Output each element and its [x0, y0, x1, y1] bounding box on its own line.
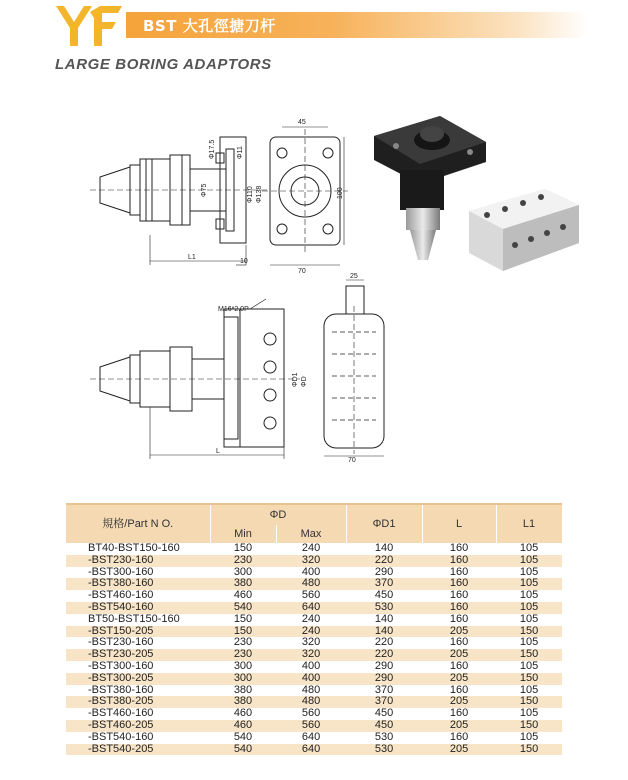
table-cell-l1: 150	[496, 720, 562, 732]
table-row	[66, 744, 562, 756]
top-side-drawing	[90, 115, 280, 275]
table-cell-l1: 105	[496, 543, 562, 555]
table-cell-model: -BST300-205	[66, 673, 210, 685]
table-cell-model: -BST460-160	[66, 590, 210, 602]
table-row	[66, 732, 562, 744]
table-cell-d1: 220	[346, 555, 422, 567]
table-cell-d1: 140	[346, 543, 422, 555]
table-row	[66, 661, 562, 673]
table-cell-model: -BST540-205	[66, 744, 210, 756]
table-cell-d1: 370	[346, 685, 422, 697]
page-subtitle: LARGE BORING ADAPTORS	[55, 56, 272, 73]
table-cell-l1: 105	[496, 555, 562, 567]
table-cell-min: 300	[210, 661, 276, 673]
dim-l1: L1	[188, 254, 196, 261]
dim-70-bottom: 70	[348, 457, 356, 464]
table-cell-d1: 220	[346, 637, 422, 649]
table-cell-l: 160	[422, 578, 496, 590]
table-cell-d1: 530	[346, 732, 422, 744]
dim-70-top: 70	[298, 268, 306, 275]
table-cell-max: 320	[276, 555, 346, 567]
table-cell-l1: 105	[496, 602, 562, 614]
table-cell-min: 300	[210, 673, 276, 685]
col-header-model: 規格/Part N O.	[66, 505, 210, 543]
table-cell-l1: 105	[496, 567, 562, 579]
table-cell-model: -BST230-160	[66, 637, 210, 649]
bottom-top-view-drawing	[318, 272, 394, 462]
table-cell-max: 640	[276, 744, 346, 756]
table-cell-d1: 140	[346, 614, 422, 626]
table-cell-l: 160	[422, 708, 496, 720]
table-cell-model: -BST300-160	[66, 567, 210, 579]
table-cell-l1: 150	[496, 696, 562, 708]
table-row	[66, 626, 562, 638]
table-cell-model: -BST460-205	[66, 720, 210, 732]
table-cell-l1: 105	[496, 578, 562, 590]
dim-100: 100	[337, 187, 344, 199]
dim-l: L	[216, 448, 220, 455]
table-cell-l: 205	[422, 744, 496, 756]
table-cell-model: -BST230-160	[66, 555, 210, 567]
table-cell-l: 205	[422, 720, 496, 732]
table-cell-l1: 105	[496, 685, 562, 697]
table-cell-max: 320	[276, 649, 346, 661]
table-cell-l1: 105	[496, 708, 562, 720]
table-row	[66, 590, 562, 602]
table-cell-model: -BST540-160	[66, 602, 210, 614]
table-cell-d1: 290	[346, 567, 422, 579]
table-cell-l1: 150	[496, 744, 562, 756]
table-row	[66, 708, 562, 720]
table-cell-l1: 150	[496, 649, 562, 661]
table-cell-d1: 450	[346, 708, 422, 720]
table-cell-min: 540	[210, 732, 276, 744]
boring-head-photo	[465, 185, 585, 275]
table-cell-max: 320	[276, 637, 346, 649]
table-cell-min: 460	[210, 708, 276, 720]
dim-10: 10	[240, 258, 248, 265]
table-row	[66, 685, 562, 697]
col-header-min: Min	[210, 525, 276, 543]
table-cell-model: -BST300-160	[66, 661, 210, 673]
dim-d75: Φ75	[201, 183, 208, 197]
table-row	[66, 602, 562, 614]
col-header-l1: L1	[496, 505, 562, 543]
dim-d17-5: Φ17.5	[209, 139, 216, 159]
table-cell-min: 380	[210, 696, 276, 708]
table-cell-model: -BST540-160	[66, 732, 210, 744]
table-row	[66, 637, 562, 649]
dim-45: 45	[298, 119, 306, 126]
table-cell-d1: 370	[346, 696, 422, 708]
table-cell-l: 205	[422, 626, 496, 638]
table-cell-max: 400	[276, 567, 346, 579]
table-cell-d1: 370	[346, 578, 422, 590]
table-cell-model: -BST380-160	[66, 685, 210, 697]
table-cell-l: 160	[422, 555, 496, 567]
table-cell-min: 380	[210, 578, 276, 590]
table-cell-min: 150	[210, 543, 276, 555]
dim-d: ΦD	[301, 376, 308, 387]
table-cell-l1: 105	[496, 614, 562, 626]
table-cell-model: BT40-BST150-160	[66, 543, 210, 555]
col-header-l: L	[422, 505, 496, 543]
table-cell-min: 230	[210, 637, 276, 649]
table-cell-d1: 530	[346, 602, 422, 614]
table-cell-max: 480	[276, 578, 346, 590]
col-header-d: ΦD	[210, 505, 346, 525]
table-cell-min: 230	[210, 649, 276, 661]
table-cell-max: 240	[276, 626, 346, 638]
table-row	[66, 555, 562, 567]
table-row	[66, 578, 562, 590]
table-cell-model: BT50-BST150-160	[66, 614, 210, 626]
table-cell-max: 240	[276, 614, 346, 626]
table-cell-l1: 150	[496, 673, 562, 685]
table-row	[66, 673, 562, 685]
table-cell-max: 240	[276, 543, 346, 555]
spec-table-body	[66, 543, 562, 755]
table-cell-model: -BST380-205	[66, 696, 210, 708]
col-header-max: Max	[276, 525, 346, 543]
table-cell-max: 480	[276, 685, 346, 697]
table-cell-l1: 105	[496, 732, 562, 744]
table-cell-max: 640	[276, 732, 346, 744]
table-cell-d1: 450	[346, 720, 422, 732]
table-cell-l1: 105	[496, 637, 562, 649]
dim-25: 25	[350, 273, 358, 280]
table-cell-l1: 105	[496, 661, 562, 673]
table-cell-min: 230	[210, 555, 276, 567]
table-cell-max: 640	[276, 602, 346, 614]
table-cell-d1: 290	[346, 673, 422, 685]
table-cell-l: 160	[422, 543, 496, 555]
table-cell-max: 560	[276, 720, 346, 732]
table-cell-min: 460	[210, 590, 276, 602]
table-cell-min: 540	[210, 744, 276, 756]
table-cell-min: 460	[210, 720, 276, 732]
dim-d110: Φ110	[247, 186, 254, 203]
table-cell-model: -BST150-205	[66, 626, 210, 638]
table-cell-d1: 140	[346, 626, 422, 638]
table-cell-d1: 220	[346, 649, 422, 661]
table-cell-l: 160	[422, 614, 496, 626]
table-cell-model: -BST230-205	[66, 649, 210, 661]
table-cell-min: 150	[210, 614, 276, 626]
table-row	[66, 543, 562, 555]
table-cell-max: 400	[276, 661, 346, 673]
table-cell-l: 205	[422, 649, 496, 661]
table-cell-l: 160	[422, 685, 496, 697]
table-cell-min: 300	[210, 567, 276, 579]
table-cell-l: 205	[422, 673, 496, 685]
table-cell-l: 160	[422, 590, 496, 602]
dim-d1: ΦD1	[292, 372, 299, 387]
table-cell-min: 540	[210, 602, 276, 614]
bottom-side-drawing	[90, 295, 310, 465]
dim-thread: M16*2.0P	[218, 306, 249, 313]
page-title: BST 大孔徑搪刀杆	[143, 17, 276, 35]
table-cell-max: 560	[276, 590, 346, 602]
table-row	[66, 649, 562, 661]
table-cell-l: 160	[422, 732, 496, 744]
table-cell-l: 160	[422, 637, 496, 649]
table-cell-l: 205	[422, 696, 496, 708]
spec-table	[66, 505, 563, 755]
table-row	[66, 720, 562, 732]
table-cell-min: 150	[210, 626, 276, 638]
top-end-view-drawing	[262, 115, 352, 275]
table-cell-d1: 530	[346, 744, 422, 756]
table-cell-max: 400	[276, 673, 346, 685]
table-row	[66, 614, 562, 626]
table-cell-d1: 450	[346, 590, 422, 602]
table-row	[66, 696, 562, 708]
table-cell-l: 160	[422, 567, 496, 579]
table-cell-max: 560	[276, 708, 346, 720]
table-cell-max: 480	[276, 696, 346, 708]
table-cell-l1: 150	[496, 626, 562, 638]
table-cell-l1: 105	[496, 590, 562, 602]
brand-logo	[54, 2, 124, 48]
col-header-d1: ΦD1	[346, 505, 422, 543]
table-cell-min: 380	[210, 685, 276, 697]
table-row	[66, 567, 562, 579]
table-cell-l: 160	[422, 602, 496, 614]
table-cell-model: -BST460-160	[66, 708, 210, 720]
table-cell-model: -BST380-160	[66, 578, 210, 590]
dim-d138: Φ138	[256, 185, 263, 203]
table-cell-l: 160	[422, 661, 496, 673]
table-cell-d1: 290	[346, 661, 422, 673]
dim-d11: Φ11	[237, 146, 244, 159]
